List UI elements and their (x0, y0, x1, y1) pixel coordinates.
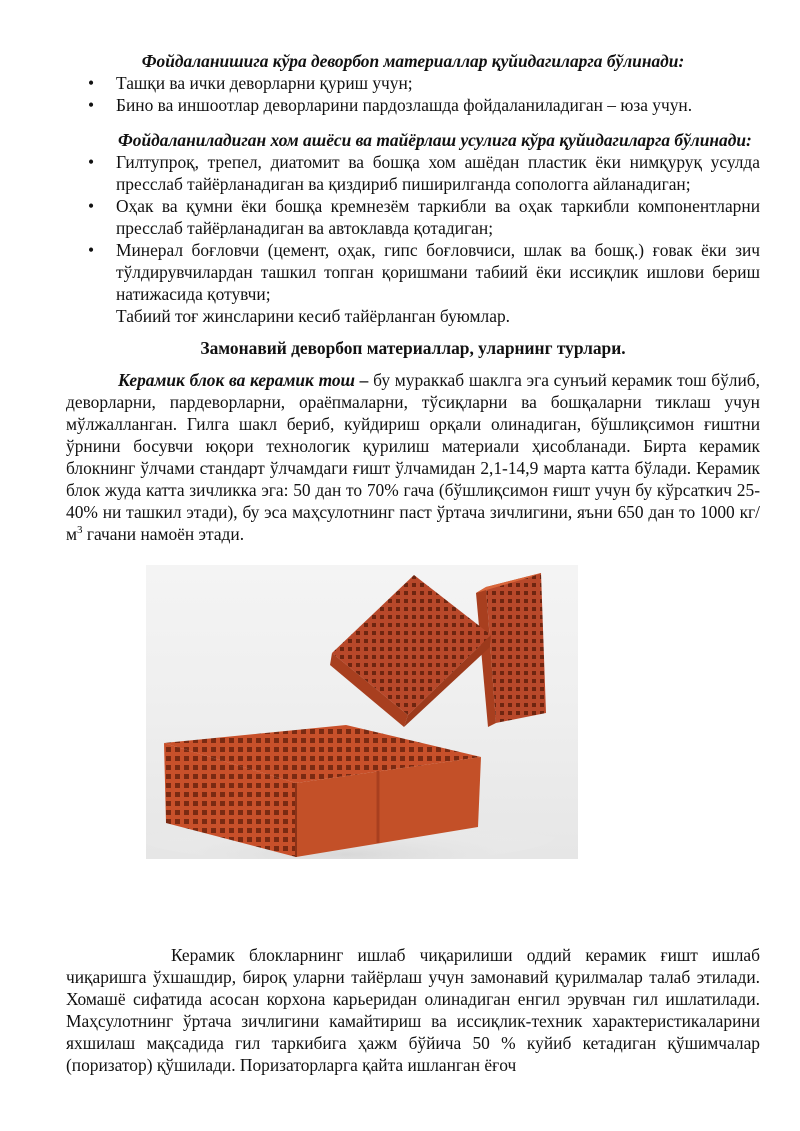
brick-illustration (146, 565, 578, 859)
heading-usage: Фойдаланишига кўра деворбоп материаллар қуйидагиларга бўлинади: (141, 51, 685, 71)
bullet-icon: • (88, 152, 95, 172)
superscript: 3 (77, 524, 83, 537)
list-tail-text: Табиий тоғ жинсларини кесиб тайёрланган буюмлар. (116, 306, 510, 326)
bullet-icon: • (88, 240, 95, 260)
paragraph-production: Керамик блокларнинг ишлаб чиқарилиши оддий керамик ғишт ишлаб чиқаришга ўхшашдир, бироқ уларни тайёрлаш учун замонавий қурилмалар талаб этилади. Хомашё сифатида асосан корхона карьеридан олинадиган енгил эрувчан гил ишлатилади. Маҳсулотнинг ўртача зичлигини камайтириш ва иссиқлик-техник характеристикаларини яхшилаш мақсадида гил таркибига ҳажм бўйича 50 % куйиб кетадиган қўшимчалар (поризатор) қўшилади. Поризаторларга қайта ишланган ёғоч (66, 945, 760, 1075)
leaning-block-middle (330, 575, 491, 727)
section-title: Замонавий деворбоп материаллар, уларнинг турлари. (200, 338, 626, 358)
list-item: • Гилтупроқ, трепел, диатомит ва бошқа хом ашёдан пластик ёки нимқуруқ усулда пресслаб тайёрланадиган ва қиздириб пиширилганда сопологга айланадиган; (88, 152, 760, 194)
list-item: • Оҳак ва қумни ёки бошқа кремнезём таркибли ва оҳак таркибли компонентларни пресслаб тайёрланадиган ва автоклавда қотадиган; (88, 196, 760, 238)
bullet-icon: • (88, 73, 95, 93)
paragraph-production-wrap (66, 944, 760, 1076)
bullet-icon: • (88, 196, 95, 216)
bullet-icon: • (88, 95, 95, 115)
raw-material-list (66, 151, 760, 305)
paragraph-ceramic-block: Керамик блок ва керамик тош – бу мураккаб шаклга эга сунъий керамик тош бўлиб, деворларни, пардеворларни, ораёпмаларни, тўсиқларни ва бошқаларни тиклаш учун мўлжалланган. Гилга шакл бериб, куйдириш орқали олинадиган, бўшлиқсимон ғиштни ўрнини босувчи юқори технологик қурилиш материали ҳисобланади. Бирта керамик блокнинг ўлчами стандарт ўлчамдаги ғишт ўлчамидан 2,1-14,9 марта катта бўлади. Керамик блок жуда катта зичликка эга: 50 дан то 70% гача (бўшлиқсимон ғишт учун бу кўрсаткич 25-40% ни ташкил этади), бу эса маҳсулотнинг паст ўртача зичлигини, яъни 650 дан то 1000 $кг/м^3$ гачани намоён этади. (66, 370, 760, 544)
list-item: • Бино ва иншоотлар деворларини пардозлашда фойдаланиладиган – юза учун. (88, 95, 693, 115)
list-item: • Минерал боғловчи (цемент, оҳак, гипс боғловчиси, шлак ва бошқ.) ғовак ёки зич тўлдирувчилардан ташкил топган қоришмани табиий ёки иссиқлик ишлови бериш натижасида қотувчи; (88, 240, 760, 304)
ceramic-blocks-photo (146, 565, 578, 859)
heading-raw-material: Фойдаланиладиган хом ашёси ва тайёрлаш усулига кўра қуйидагиларга бўлинади: (118, 130, 752, 150)
document-page (66, 50, 760, 545)
usage-list (66, 72, 760, 116)
list-item: • Ташқи ва ички деворларни қуриш учун; (88, 73, 413, 93)
term-ceramic-block: Керамик блок ва керамик тош – (118, 370, 369, 390)
